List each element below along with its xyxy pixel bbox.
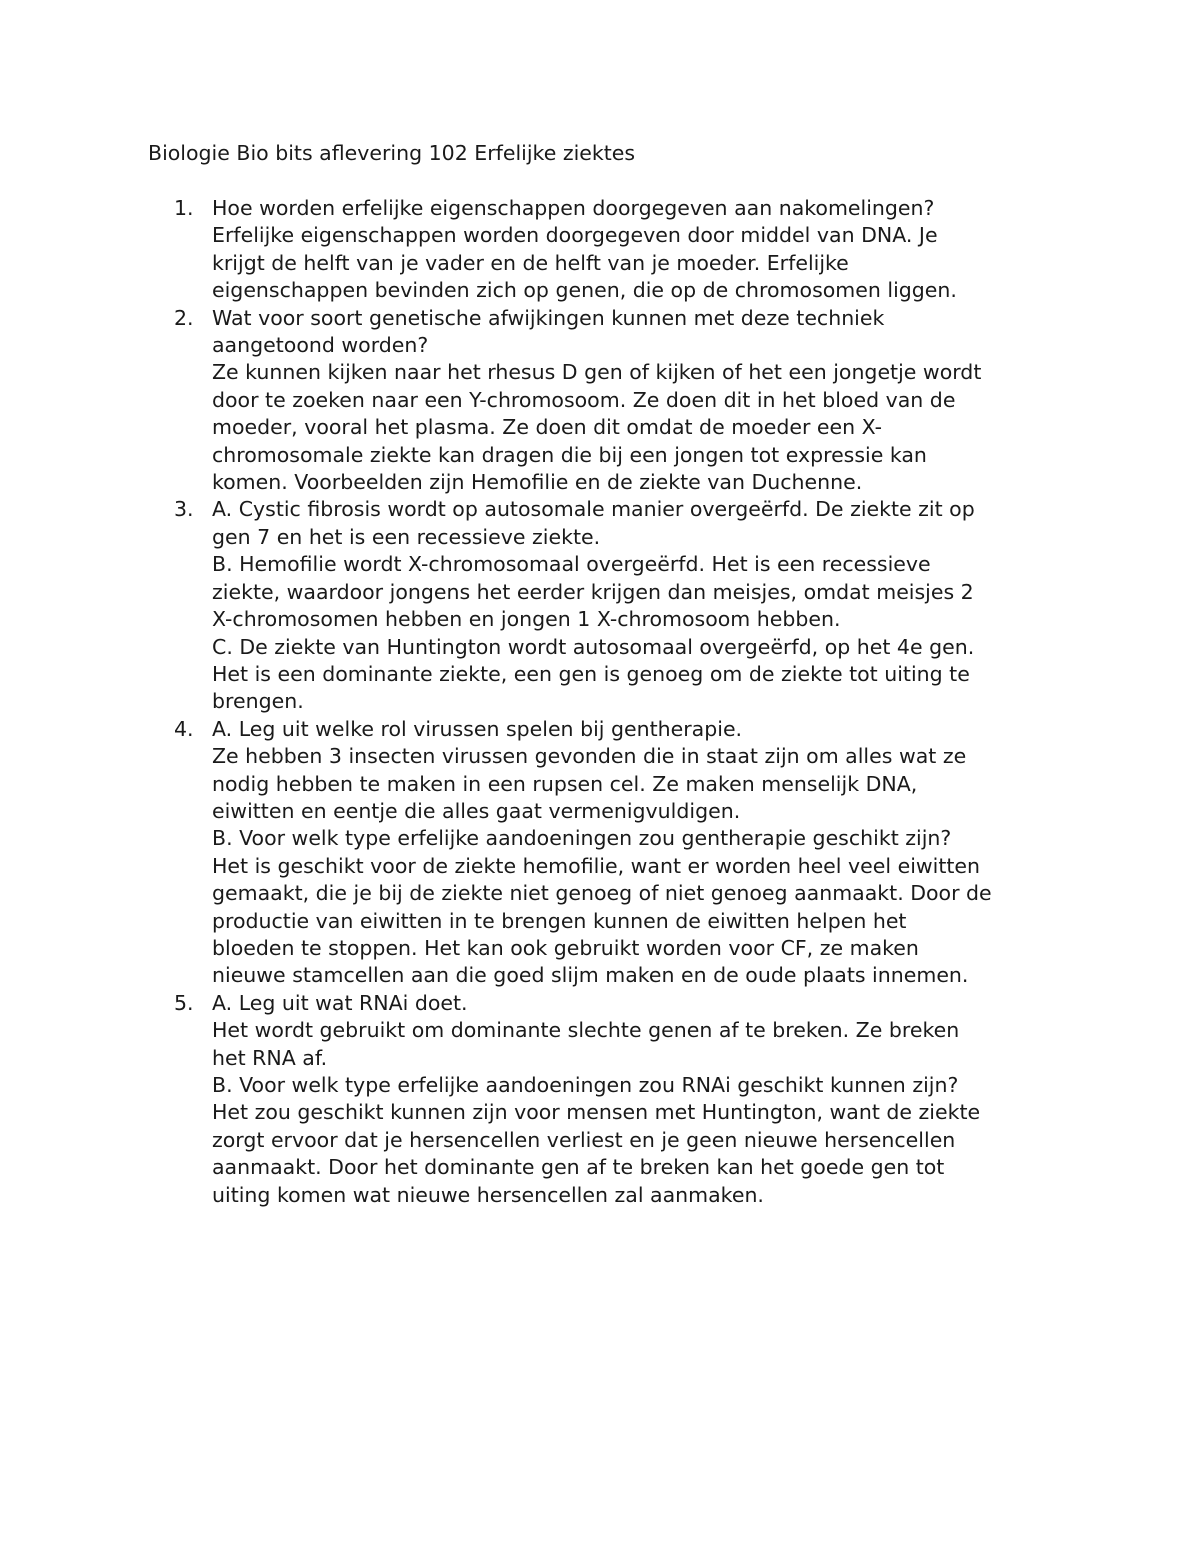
- answer-text-line: A. Leg uit welke rol virussen spelen bij gentherapie.: [212, 716, 743, 741]
- answer-text-line: gemaakt, die je bij de ziekte niet genoeg of niet genoeg aanmaakt. Door de: [212, 881, 992, 906]
- answer-text-line: A. Cystic fibrosis wordt op autosomale manier overgeërfd. De ziekte zit op: [212, 497, 975, 522]
- question-list: [0, 195, 992, 1209]
- answer-text-line: zorgt ervoor dat je hersencellen verliest en je geen nieuwe hersencellen: [212, 1127, 956, 1152]
- answer-text-line: B. Voor welk type erfelijke aandoeningen zou gentherapie geschikt zijn?: [212, 826, 952, 851]
- answer-text-line: eigenschappen bevinden zich op genen, die op de chromosomen liggen.: [212, 278, 957, 303]
- question-number: 5.: [174, 990, 194, 1015]
- question-item: [0, 305, 992, 497]
- answer-text-line: bloeden te stoppen. Het kan ook gebruikt worden voor CF, ze maken: [212, 935, 919, 960]
- question-item: [0, 990, 992, 1209]
- answer-text-line: aanmaakt. Door het dominante gen af te breken kan het goede gen tot: [212, 1155, 945, 1180]
- answer-text-line: aangetoond worden?: [212, 333, 429, 358]
- question-number: 1.: [174, 196, 194, 220]
- question-number: 4.: [174, 716, 194, 741]
- question-number: 2.: [174, 305, 194, 330]
- answer-text-line: Het is een dominante ziekte, een gen is genoeg om de ziekte tot uiting te: [212, 661, 970, 686]
- answer-text-line: komen. Voorbeelden zijn Hemofilie en de ziekte van Duchenne.: [212, 470, 863, 495]
- answer-text-line: Het wordt gebruikt om dominante slechte genen af te breken. Ze breken: [212, 1018, 960, 1043]
- answer-text-line: Het zou geschikt kunnen zijn voor mensen met Huntington, want de ziekte: [212, 1100, 981, 1125]
- answer-text-line: B. Hemofilie wordt X-chromosomaal overgeërfd. Het is een recessieve: [212, 552, 931, 577]
- answer-text-line: B. Voor welk type erfelijke aandoeningen zou RNAi geschikt kunnen zijn?: [212, 1073, 959, 1097]
- question-number: 3.: [174, 497, 194, 522]
- answer-text-line: nieuwe stamcellen aan die goed slijm maken en de oude plaats innemen.: [212, 963, 969, 988]
- answer-text-line: C. De ziekte van Huntington wordt autosomaal overgeërfd, op het 4e gen.: [212, 634, 975, 659]
- answer-text-line: door te zoeken naar een Y-chromosoom. Ze doen dit in het bloed van de: [212, 387, 956, 412]
- answer-text-line: krijgt de helft van je vader en de helft van je moeder. Erfelijke: [212, 250, 849, 275]
- answer-text-line: eiwitten en eentje die alles gaat vermenigvuldigen.: [212, 798, 741, 823]
- answer-text-line: productie van eiwitten in te brengen kunnen de eiwitten helpen het: [212, 908, 907, 933]
- answer-text-line: A. Leg uit wat RNAi doet.: [212, 990, 468, 1015]
- answer-text-line: Ze kunnen kijken naar het rhesus D gen of kijken of het een jongetje wordt: [212, 360, 982, 385]
- question-item: [0, 716, 992, 990]
- answer-text-line: Hoe worden erfelijke eigenschappen doorgegeven aan nakomelingen?: [212, 196, 935, 220]
- answer-text-line: nodig hebben te maken in een rupsen cel. Ze maken menselijk DNA,: [212, 771, 918, 796]
- answer-text-line: moeder, vooral het plasma. Ze doen dit omdat de moeder een X-: [212, 415, 883, 440]
- question-item: [0, 195, 992, 305]
- answer-text-line: ziekte, waardoor jongens het eerder krijgen dan meisjes, omdat meisjes 2: [212, 579, 974, 604]
- answer-text-line: chromosomale ziekte kan dragen die bij een jongen tot expressie kan: [212, 442, 927, 467]
- answer-text-line: het RNA af.: [212, 1045, 328, 1070]
- answer-text-line: Erfelijke eigenschappen worden doorgegeven door middel van DNA. Je: [212, 223, 938, 248]
- question-item: [0, 496, 992, 715]
- document-title: Biologie Bio bits aflevering 102 Erfelijke ziektes: [148, 141, 636, 165]
- answer-text-line: brengen.: [212, 689, 304, 714]
- answer-text-line: X-chromosomen hebben en jongen 1 X-chromosoom hebben.: [212, 607, 841, 632]
- answer-text-line: gen 7 en het is een recessieve ziekte.: [212, 524, 601, 549]
- answer-text-line: Het is geschikt voor de ziekte hemofilie, want er worden heel veel eiwitten: [212, 853, 981, 878]
- answer-text-line: Ze hebben 3 insecten virussen gevonden die in staat zijn om alles wat ze: [212, 744, 967, 769]
- answer-text-line: uiting komen wat nieuwe hersencellen zal aanmaken.: [212, 1182, 764, 1207]
- answer-text-line: Wat voor soort genetische afwijkingen kunnen met deze techniek: [212, 305, 885, 330]
